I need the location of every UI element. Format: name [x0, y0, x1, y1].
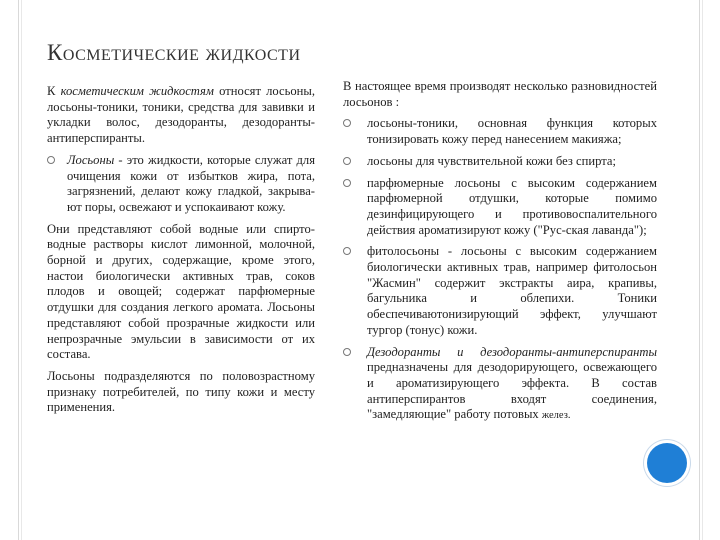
bullet-text: лосьоны-тоники, основная функция которых тонизировать кожу перед нанесением макияжа; [367, 116, 657, 147]
bullet-text: фитолосьоны - лосьоны с высоким содержанием биологически активных трав, например фитолосьон "Жасмин" содержит экстракты аира, крапивы, багульника и облепихи. Тоники обеспечиваютонизирующий эффект, улучшают тургор (тонус) кожи. [367, 244, 657, 337]
bullet-circle-icon [343, 179, 351, 187]
right-rail-line-inner [702, 0, 703, 540]
intro-lead: К [47, 84, 56, 98]
right-bullet-perfume-lotions [343, 176, 657, 239]
left-bullet-lotions [47, 153, 315, 216]
bullet-circle-icon [343, 247, 351, 255]
right-column [343, 79, 657, 430]
bullet-circle-icon [343, 348, 351, 356]
right-bullet-sensitive-skin [343, 154, 657, 170]
slide-title: Косметические жидкости [47, 40, 301, 65]
bullet-text: парфюмерные лосьоны с высоким содержанием парфюмерной отдушки, которые помимо дезинфицирующего и противовоспалительного действия ароматизируют кожу ("Рус-ская лаванда"); [367, 175, 657, 237]
left-column [47, 84, 315, 422]
deodorants-term: Дезодоранты и дезодоранты-антиперспиранты [367, 344, 657, 359]
bullet-circle-icon [47, 156, 55, 164]
left-classification-paragraph: Лосьоны подразделяются по половозрастному признаку потребителей, по типу кожи и месту применения. [47, 368, 315, 415]
right-bullet-tonic-lotions [343, 116, 657, 147]
right-bullet-phyto-lotions [343, 244, 657, 338]
left-composition-paragraph: Они представляют собой водные или спирто-водные растворы кислот лимонной, молочной, борной и других, содержащие, кроме этого, настои биологически активных трав, соков плодов и овощей; содержат парфюмерные отдушки для создания легкого аромата. Лосьоны представляют собой прозрачные жидкости или непрозрачные эмульсии в зависимости от их состава. [47, 221, 315, 362]
lotions-definition: - это жидкости, которые служат для очищения кожи от избытков жира, пота, загрязнений, делают кожу гладкой, закрыва-ют поры, освежают и успокаивают кожу. [67, 152, 315, 214]
right-intro-paragraph: В настоящее время производят несколько разновидностей лосьонов : [343, 79, 657, 109]
intro-italic-term: косметическим жидкостям [60, 84, 214, 98]
deodorants-last-word: желез. [541, 410, 571, 422]
left-intro-paragraph [47, 84, 315, 147]
intro-rest: относят лосьоны, лосьоны-тоники, тоники, средства для завивки и укладки волос, дезодоранты, дезодоранты-антиперспиранты. [47, 84, 315, 146]
deodorants-definition: предназначены для дезодорирующего, освежающего и ароматизирующего эффекта. В состав антиперспирантов входят соединения, "замедляющие" работу потовых [367, 360, 657, 422]
left-rail-line [18, 0, 19, 540]
bullet-text: лосьоны для чувствительной кожи без спирта; [367, 153, 616, 168]
right-bullet-deodorants [343, 345, 657, 425]
bullet-circle-icon [343, 157, 351, 165]
bullet-circle-icon [343, 119, 351, 127]
left-rail-line-inner [21, 0, 22, 540]
right-rail-line [699, 0, 700, 540]
blue-circle-decoration [647, 443, 687, 483]
lotions-term: Лосьоны [67, 152, 115, 167]
